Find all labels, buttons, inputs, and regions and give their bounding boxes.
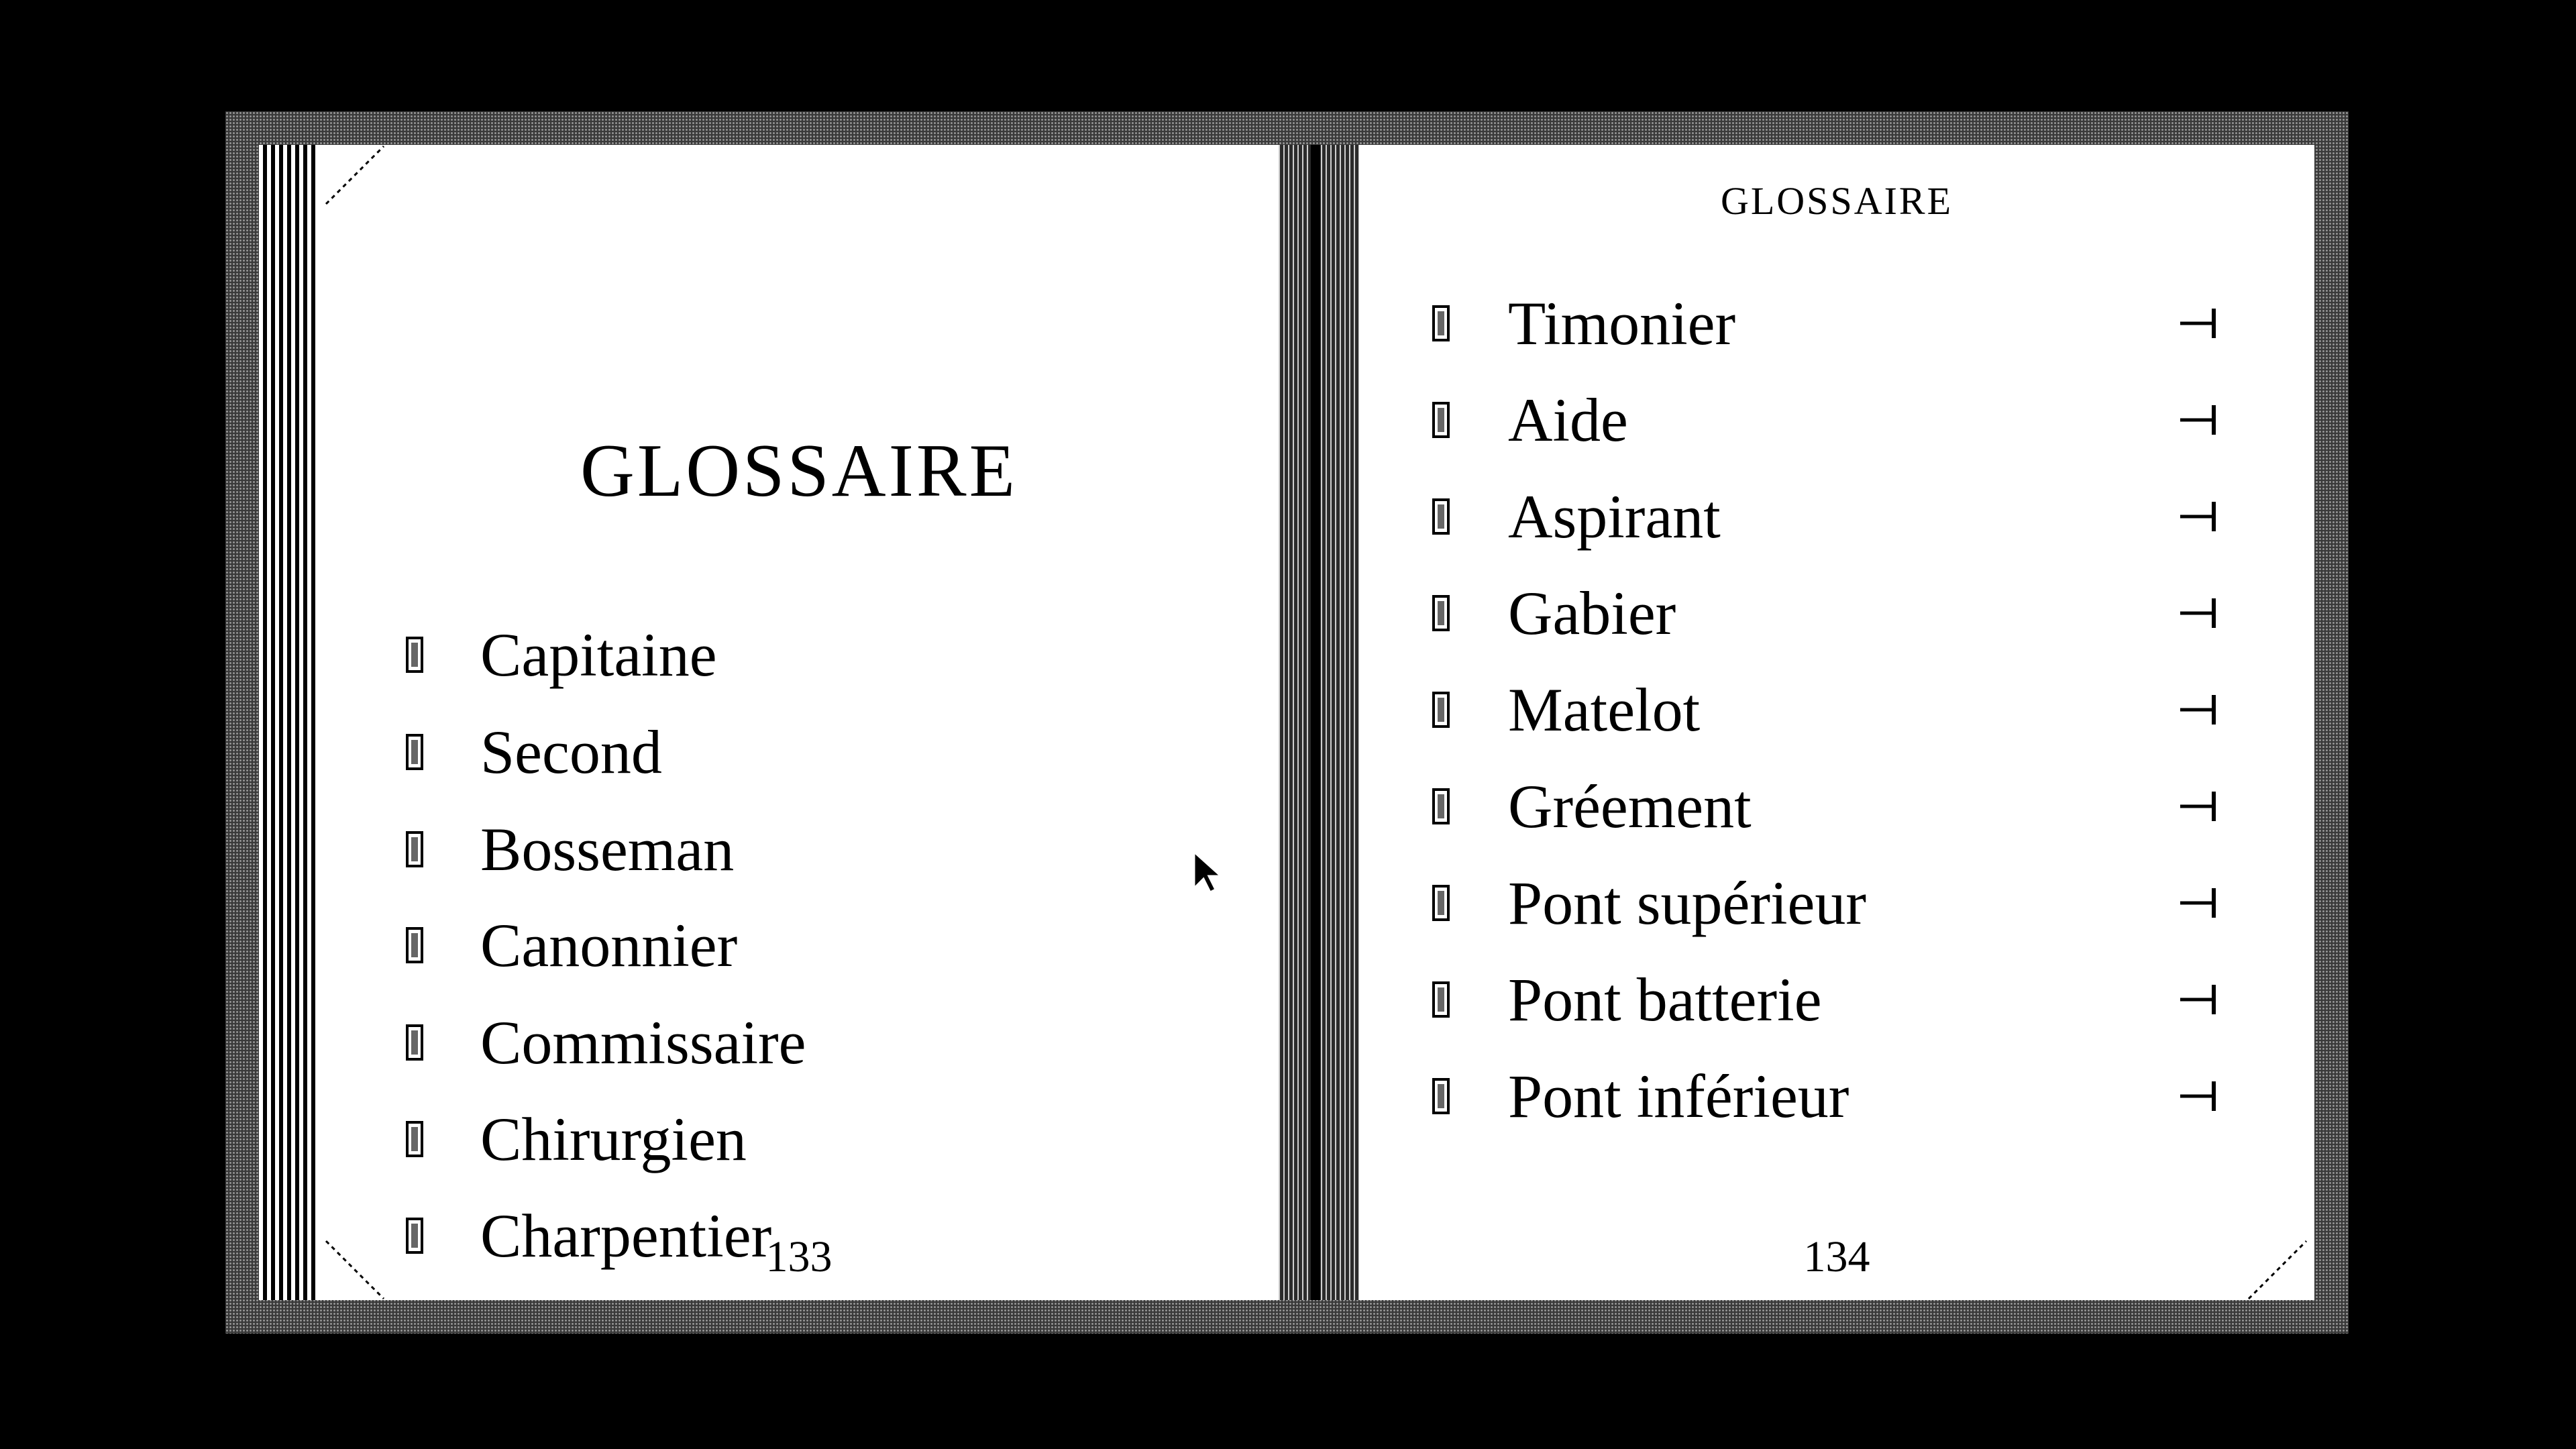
link-arrow-icon[interactable] [2179,881,2226,924]
link-arrow-icon[interactable] [2179,688,2226,731]
entry-term: Timonier [1508,289,1736,358]
ornament-bookmark-icon [405,1024,424,1061]
entry-term: Pont batterie [1508,965,1822,1034]
glossary-entry[interactable] [1359,580,2314,653]
entry-term: Gabier [1508,579,1676,647]
ornament-bookmark-icon [405,636,424,674]
mouse-cursor-icon [1193,851,1222,894]
page-number-right: 134 [1803,1232,1870,1281]
entry-term: Gréement [1508,772,1752,841]
glossary-entry[interactable] [318,1106,1280,1179]
glossary-entry[interactable] [1359,386,2314,460]
glossary-entry[interactable] [318,816,1280,890]
book-spine [1279,145,1359,1300]
glossary-title: GLOSSAIRE [580,429,1018,513]
glossary-entry[interactable] [318,718,1280,792]
ornament-bookmark-icon [405,733,424,771]
entry-term: Bosseman [480,815,735,883]
ornament-bookmark-icon [1432,594,1450,632]
ornament-bookmark-icon [1432,788,1450,825]
glossary-entry[interactable] [1359,1063,2314,1136]
entry-term: Aide [1508,386,1628,454]
ornament-bookmark-icon [1432,1077,1450,1115]
ornament-bookmark-icon [1432,884,1450,922]
glossary-entry[interactable] [1359,676,2314,750]
entry-term: Canonnier [480,911,738,979]
corner-ornament-icon [325,145,385,205]
entry-term: Matelot [1508,676,1701,744]
ornament-bookmark-icon [1432,498,1450,535]
ornament-bookmark-icon [405,830,424,868]
glossary-entry[interactable] [318,1009,1280,1083]
glossary-entry[interactable] [1359,966,2314,1040]
entry-term: Second [480,718,662,786]
link-arrow-icon[interactable] [2179,785,2226,828]
entry-term: Chirurgien [480,1105,747,1173]
link-arrow-icon[interactable] [2179,398,2226,441]
link-arrow-icon[interactable] [2179,1075,2226,1118]
ornament-bookmark-icon [1432,401,1450,439]
page-stack-edges [259,145,318,1300]
left-page [318,145,1280,1300]
ornament-bookmark-icon [1432,305,1450,342]
glossary-entry[interactable] [1359,869,2314,943]
ornament-bookmark-icon [405,926,424,964]
ornament-bookmark-icon [1432,691,1450,729]
link-arrow-icon[interactable] [2179,978,2226,1021]
entry-term: Pont supérieur [1508,869,1867,937]
spine-line [1311,145,1320,1300]
page-number-left: 133 [765,1232,833,1281]
entry-term: Charpentier [480,1201,772,1270]
entry-term: Pont inférieur [1508,1062,1849,1130]
glossary-entry[interactable] [1359,483,2314,557]
running-head: GLOSSAIRE [1720,179,1953,223]
ornament-bookmark-icon [1432,981,1450,1018]
entry-term: Commissaire [480,1008,806,1077]
entry-term: Capitaine [480,621,717,689]
glossary-entry[interactable] [1359,773,2314,847]
link-arrow-icon[interactable] [2179,302,2226,345]
entry-term: Aspirant [1508,482,1721,551]
ornament-bookmark-icon [405,1120,424,1158]
right-page [1359,145,2314,1300]
glossary-entry[interactable] [318,621,1280,695]
link-arrow-icon[interactable] [2179,592,2226,635]
glossary-entry[interactable] [318,912,1280,985]
link-arrow-icon[interactable] [2179,495,2226,538]
glossary-entry[interactable] [1359,290,2314,364]
